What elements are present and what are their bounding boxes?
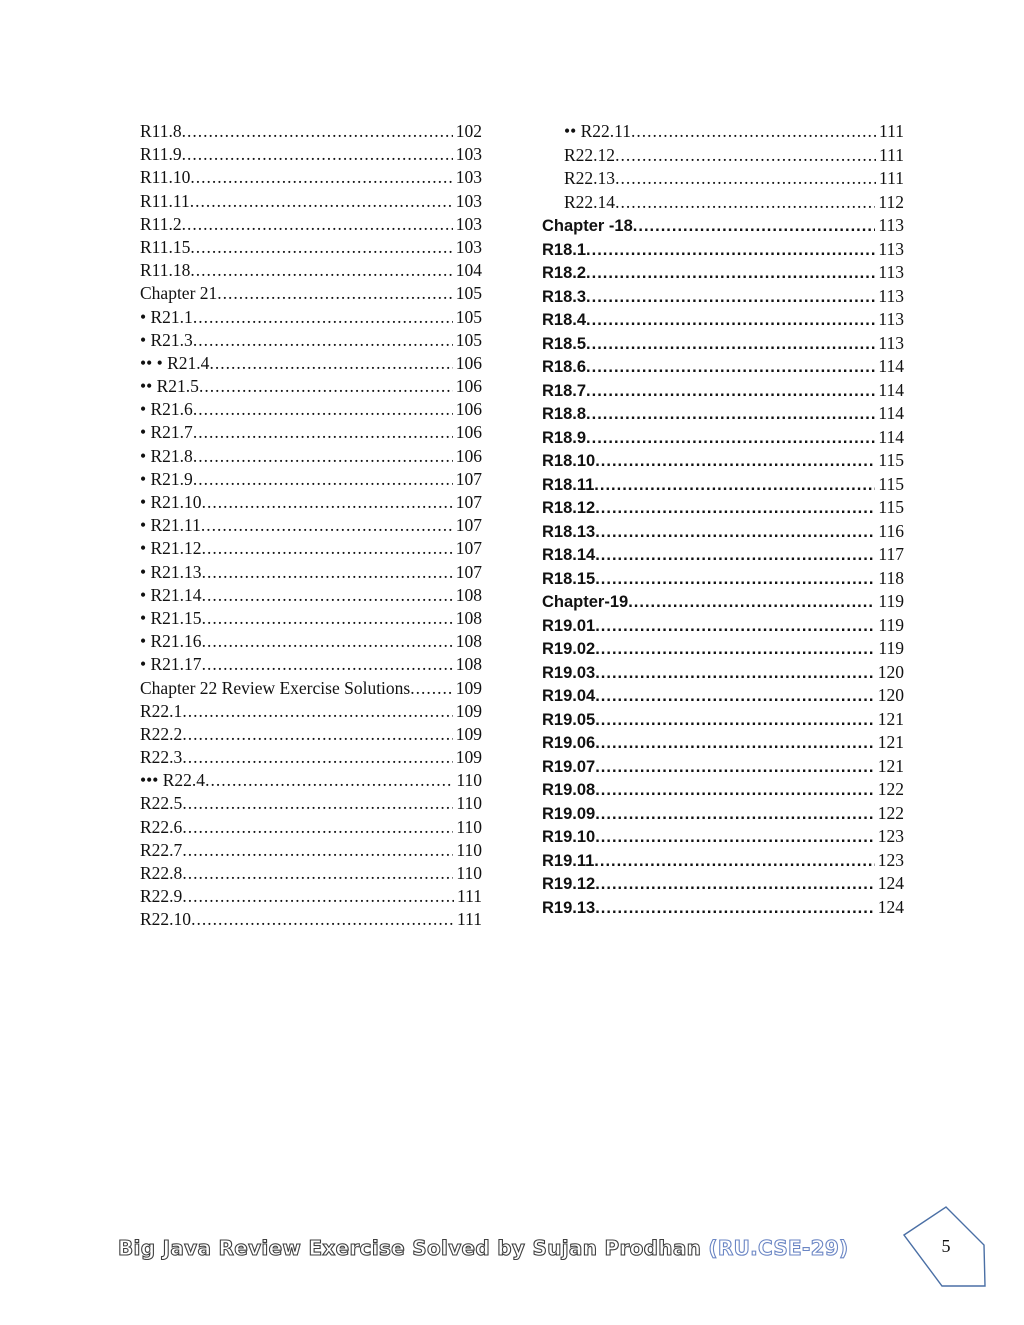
toc-entry-page: 111 [879, 144, 904, 165]
toc-dot-leader [595, 497, 875, 520]
toc-dot-leader [595, 662, 875, 685]
toc-entry-label: • R21.12 [140, 538, 202, 559]
toc-entry-page: 111 [879, 168, 904, 188]
toc-dot-leader [193, 468, 453, 491]
toc-entry-page: 108 [455, 584, 482, 605]
toc-dot-leader [190, 236, 452, 259]
toc-entry-label: R22.7 [140, 839, 183, 860]
toc-entry-page: 122 [877, 802, 904, 823]
toc-entry-label: ••• R22.4 [140, 770, 206, 791]
toc-dot-leader [193, 329, 453, 352]
toc-entry-page: 120 [877, 661, 904, 682]
toc-entry-label: •• R21.5 [140, 376, 199, 397]
toc-entry-r21-17[interactable] [140, 653, 482, 676]
toc-entry-label: • R21.6 [140, 399, 193, 420]
toc-entry-label: • R21.17 [140, 654, 202, 675]
toc-entry-r18-7[interactable] [542, 379, 904, 403]
toc-dot-leader [595, 873, 875, 896]
toc-entry-r21-1[interactable] [140, 306, 482, 329]
toc-entry-page: 109 [455, 747, 482, 768]
toc-entry-label: R18.4 [542, 311, 587, 329]
toc-entry-label: R22.5 [140, 793, 183, 814]
toc-entry-r18-15[interactable] [542, 567, 904, 591]
toc-dot-leader [182, 885, 454, 908]
toc-entry-page: 106 [455, 445, 482, 466]
toc-dot-leader [182, 792, 453, 815]
toc-dot-leader [182, 143, 453, 166]
toc-entry-label: • R21.13 [140, 561, 202, 582]
toc-dot-leader [595, 615, 875, 638]
toc-dot-leader [199, 375, 453, 398]
toc-entry-r22-9[interactable] [140, 885, 482, 908]
toc-entry-label: R18.2 [542, 264, 587, 282]
toc-dot-leader [191, 908, 454, 931]
toc-entry-page: 106 [455, 422, 482, 443]
toc-entry-page: 103 [455, 213, 482, 234]
toc-entry-page: 104 [455, 260, 482, 281]
toc-entry-label: • R21.3 [140, 329, 193, 350]
toc-dot-leader [586, 427, 875, 450]
toc-entry-page: 110 [456, 793, 482, 814]
toc-entry-label: •• R22.11 [564, 121, 632, 141]
toc-dot-leader [410, 677, 453, 700]
toc-entry-r22-2[interactable] [140, 723, 482, 746]
toc-entry-page: 123 [877, 849, 904, 870]
toc-entry-page: 109 [455, 700, 482, 721]
toc-entry-r11-11[interactable] [140, 190, 482, 213]
toc-entry-label: R18.10 [542, 452, 596, 470]
toc-entry-page: 107 [455, 492, 482, 512]
toc-entry-label: R11.15 [140, 236, 191, 257]
toc-entry-label: Chapter 22 Review Exercise Solutions [140, 677, 411, 698]
toc-entry-page: 110 [456, 839, 482, 860]
toc-dot-leader [217, 282, 452, 305]
toc-entry-label: R18.15 [542, 569, 596, 588]
toc-entry-label: R19.04 [542, 687, 596, 705]
toc-entry-r22-13[interactable] [542, 167, 904, 191]
toc-entry-label: • R21.8 [140, 445, 193, 466]
toc-dot-leader [586, 403, 875, 426]
toc-left-column [140, 120, 482, 932]
toc-dot-leader [595, 685, 875, 708]
toc-entry-label: R11.2 [140, 213, 182, 234]
toc-entry-page: 109 [455, 723, 482, 744]
toc-dot-leader [586, 356, 875, 379]
toc-entry-label: Chapter 21 [140, 283, 218, 304]
toc-entry-r19-06[interactable] [542, 731, 904, 755]
toc-dot-leader [595, 779, 875, 802]
toc-entry-page: 107 [455, 515, 482, 536]
toc-entry-label: R22.6 [140, 816, 183, 837]
toc-entry-r18-10[interactable] [542, 449, 904, 473]
toc-entry-r22-3[interactable] [140, 746, 482, 769]
toc-dot-leader [190, 259, 452, 282]
toc-dot-leader [182, 839, 453, 862]
toc-dot-leader [182, 700, 452, 723]
toc-dot-leader [205, 769, 453, 792]
toc-entry-page: 114 [878, 403, 904, 423]
toc-entry-label: R22.3 [140, 747, 183, 768]
toc-entry-r19-03[interactable] [542, 661, 904, 685]
toc-entry-r18-11[interactable] [542, 473, 904, 497]
toc-entry-page: 119 [878, 614, 904, 635]
toc-entry-label: R19.09 [542, 804, 596, 823]
toc-entry-r22-12[interactable] [542, 144, 904, 168]
toc-entry-r19-04[interactable] [542, 684, 904, 708]
toc-entry-label: • R21.16 [140, 631, 202, 652]
toc-entry-page: 110 [456, 770, 482, 791]
toc-dot-leader [182, 816, 453, 839]
toc-entry-page: 113 [878, 238, 904, 259]
toc-entry-label: Chapter-19 [542, 593, 629, 611]
toc-entry-r19-07[interactable] [542, 755, 904, 779]
toc-dot-leader [182, 723, 452, 746]
toc-entry-page: 108 [455, 631, 482, 652]
toc-entry-page: 105 [455, 306, 482, 327]
toc-entry-r22-5[interactable] [140, 792, 482, 815]
toc-entry-page: 115 [878, 497, 904, 517]
toc-entry-page: 121 [877, 732, 904, 752]
toc-entry-chapter-19[interactable] [542, 590, 904, 614]
toc-entry-label: • R21.10 [140, 492, 202, 512]
toc-entry-r21-10[interactable] [140, 491, 482, 514]
page-number: 5 [941, 1236, 951, 1256]
toc-dot-leader [182, 746, 452, 769]
toc-entry-label: R18.13 [542, 522, 596, 541]
toc-dot-leader [594, 474, 875, 497]
toc-entry-r18-5[interactable] [542, 332, 904, 356]
toc-entry-page: 103 [455, 190, 482, 211]
toc-entry-label: R11.9 [140, 144, 182, 165]
toc-dot-leader [595, 638, 875, 661]
toc-entry-label: R11.10 [140, 167, 191, 188]
toc-entry-label: • R21.1 [140, 306, 193, 327]
toc-entry-label: R18.11 [542, 475, 595, 494]
toc-dot-leader [595, 897, 875, 920]
toc-entry-r18-2[interactable] [542, 261, 904, 285]
toc-dot-leader [202, 607, 453, 630]
toc-entry-label: • R21.14 [140, 584, 202, 605]
toc-entry-r18-4[interactable] [542, 308, 904, 332]
toc-dot-leader [193, 421, 453, 444]
toc-entry-page: 106 [455, 399, 482, 420]
toc-entry-label: R18.12 [542, 499, 596, 517]
toc-entry-page: 111 [457, 909, 482, 930]
toc-entry-page: 119 [878, 638, 904, 658]
toc-entry-label: R19.10 [542, 828, 596, 846]
toc-entry-label: R19.12 [542, 875, 596, 893]
toc-entry-label: R19.07 [542, 757, 596, 776]
toc-entry-page: 124 [877, 896, 904, 917]
toc-entry-page: 108 [455, 654, 482, 675]
toc-entry-page: 111 [457, 886, 482, 907]
toc-entry-page: 122 [877, 779, 904, 799]
toc-entry-label: R22.14 [564, 191, 616, 212]
toc-dot-leader [193, 445, 453, 468]
toc-dot-leader [595, 521, 875, 544]
toc-entry-r21-9[interactable] [140, 468, 482, 491]
toc-dot-leader [615, 167, 876, 191]
toc-entry-r19-01[interactable] [542, 614, 904, 638]
toc-dot-leader [586, 380, 875, 403]
toc-entry-r21-15[interactable] [140, 607, 482, 630]
toc-dot-leader [202, 653, 453, 676]
toc-entry-label: R11.8 [140, 121, 182, 141]
toc-entry-r11-2[interactable] [140, 213, 482, 236]
toc-entry-page: 103 [455, 236, 482, 257]
toc-dot-leader [202, 561, 453, 584]
toc-dot-leader [594, 850, 874, 873]
toc-dot-leader [202, 491, 453, 514]
toc-entry-label: R19.05 [542, 710, 596, 729]
toc-entry-r11-9[interactable] [140, 143, 482, 166]
toc-dot-leader [615, 144, 876, 168]
toc-dot-leader [182, 862, 453, 885]
toc-entry-r18-8[interactable] [542, 402, 904, 426]
toc-dot-leader [615, 191, 875, 215]
toc-dot-leader [628, 591, 875, 614]
toc-entry-label: R19.01 [542, 616, 596, 635]
toc-entry-r21-6[interactable] [140, 398, 482, 421]
toc-dot-leader [201, 514, 453, 537]
toc-entry-page: 105 [455, 329, 482, 350]
toc-entry-r22-1[interactable] [140, 700, 482, 723]
toc-entry-r11-8[interactable] [140, 120, 482, 143]
toc-entry-r21-13[interactable] [140, 561, 482, 584]
toc-entry-page: 114 [878, 379, 904, 400]
toc-entry-page: 115 [878, 473, 904, 494]
toc-entry-page: 113 [878, 309, 904, 329]
toc-entry-label: R19.11 [542, 851, 595, 870]
toc-entry-r21-12[interactable] [140, 537, 482, 560]
toc-entry-page: 105 [455, 283, 482, 304]
toc-entry-page: 113 [878, 332, 904, 353]
toc-dot-leader [633, 215, 876, 238]
toc-entry-r11-15[interactable] [140, 236, 482, 259]
toc-entry-label: R18.5 [542, 334, 587, 353]
toc-entry-r19-13[interactable] [542, 896, 904, 920]
toc-dot-leader [586, 309, 875, 332]
toc-entry-r19-10[interactable] [542, 825, 904, 849]
toc-entry-page: 110 [456, 863, 482, 883]
toc-dot-leader [209, 352, 452, 375]
toc-entry-label: R22.9 [140, 886, 183, 907]
footer-title-text: Big Java Review Exercise Solved by Sujan Prodhan [118, 1236, 702, 1260]
toc-dot-leader [586, 333, 875, 356]
toc-entry-page: 115 [878, 450, 904, 470]
toc-entry-label: •• • R21.4 [140, 352, 210, 373]
toc-entry-r11-18[interactable] [140, 259, 482, 282]
toc-dot-leader [193, 398, 453, 421]
toc-entry-r18-1[interactable] [542, 238, 904, 262]
toc-entry-page: 118 [878, 567, 904, 588]
toc-entry-label: R18.9 [542, 428, 587, 447]
toc-entry-r11-10[interactable] [140, 166, 482, 189]
toc-entry-label: R18.1 [542, 240, 587, 259]
toc-entry-r18-13[interactable] [542, 520, 904, 544]
toc-entry-r19-02[interactable] [542, 637, 904, 661]
toc-entry-r18-9[interactable] [542, 426, 904, 450]
toc-entry-label: • R21.11 [140, 515, 201, 536]
toc-dot-leader [202, 537, 453, 560]
toc-entry-r22-14[interactable] [542, 191, 904, 215]
toc-dot-leader [193, 306, 453, 329]
toc-entry-label: • R21.9 [140, 468, 193, 489]
toc-entry-label: R18.7 [542, 381, 587, 400]
toc-dot-leader [631, 120, 876, 144]
toc-entry-label: R19.06 [542, 734, 596, 752]
toc-dot-leader [586, 286, 875, 309]
toc-entry-r22-4[interactable] [140, 769, 482, 792]
toc-entry-page: 117 [878, 544, 904, 564]
toc-entry-label: R22.13 [564, 168, 616, 188]
toc-entry-r21-4[interactable] [140, 352, 482, 375]
toc-entry-page: 107 [455, 468, 482, 489]
toc-entry-r21-8[interactable] [140, 445, 482, 468]
toc-entry-chapter-22-review-exercise-solutions[interactable] [140, 677, 482, 700]
toc-entry-chapter-21[interactable] [140, 282, 482, 305]
toc-entry-page: 106 [455, 376, 482, 397]
toc-entry-label: R19.08 [542, 781, 596, 799]
toc-entry-r22-11[interactable] [542, 120, 904, 144]
toc-entry-r19-05[interactable] [542, 708, 904, 732]
toc-dot-leader [190, 166, 452, 189]
toc-entry-label: R22.12 [564, 144, 616, 165]
toc-dot-leader [595, 803, 875, 826]
toc-dot-leader [595, 826, 875, 849]
toc-entry-label: • R21.15 [140, 607, 202, 628]
footer-credit: (RU.CSE-29) [708, 1236, 849, 1260]
toc-entry-page: 116 [878, 520, 904, 541]
toc-entry-page: 113 [878, 262, 904, 282]
toc-entry-r22-7[interactable] [140, 839, 482, 862]
toc-entry-label: R18.6 [542, 358, 587, 376]
toc-dot-leader [595, 568, 875, 591]
toc-dot-leader [586, 262, 875, 285]
toc-entry-page: 124 [877, 873, 904, 893]
toc-dot-leader [190, 190, 453, 213]
toc-entry-page: 114 [878, 356, 904, 376]
toc-entry-page: 110 [456, 816, 482, 837]
toc-entry-r21-5[interactable] [140, 375, 482, 398]
toc-entry-label: R18.3 [542, 287, 587, 306]
toc-entry-page: 109 [455, 677, 482, 698]
toc-entry-label: R22.10 [140, 909, 192, 930]
toc-entry-r22-8[interactable] [140, 862, 482, 885]
toc-entry-page: 107 [455, 561, 482, 582]
toc-entry-label: • R21.7 [140, 422, 193, 443]
toc-dot-leader [595, 450, 875, 473]
toc-entry-r21-7[interactable] [140, 421, 482, 444]
toc-entry-page: 112 [878, 191, 904, 212]
toc-dot-leader [182, 120, 453, 143]
toc-entry-page: 108 [455, 607, 482, 628]
toc-entry-page: 123 [877, 826, 904, 846]
toc-entry-page: 113 [878, 215, 904, 235]
toc-dot-leader [595, 709, 875, 732]
toc-entry-page: 121 [877, 755, 904, 776]
toc-entry-r19-08[interactable] [542, 778, 904, 802]
toc-entry-page: 102 [455, 121, 482, 141]
footer-title [118, 1236, 878, 1260]
toc-entry-label: R22.8 [140, 863, 183, 883]
toc-entry-r21-3[interactable] [140, 329, 482, 352]
toc-entry-page: 111 [879, 121, 904, 141]
toc-entry-r19-11[interactable] [542, 849, 904, 873]
toc-entry-r22-10[interactable] [140, 908, 482, 931]
toc-entry-page: 103 [455, 167, 482, 188]
toc-entry-r18-6[interactable] [542, 355, 904, 379]
toc-entry-page: 114 [878, 426, 904, 447]
toc-entry-chapter-18[interactable] [542, 214, 904, 238]
toc-dot-leader [595, 756, 875, 779]
toc-entry-label: R22.1 [140, 700, 183, 721]
toc-dot-leader [595, 544, 875, 567]
toc-right-column [542, 120, 904, 919]
toc-entry-label: R19.03 [542, 663, 596, 682]
toc-entry-page: 121 [877, 708, 904, 729]
toc-entry-label: R11.11 [140, 190, 190, 211]
toc-dot-leader [202, 584, 453, 607]
toc-entry-r22-6[interactable] [140, 816, 482, 839]
toc-entry-r19-09[interactable] [542, 802, 904, 826]
toc-dot-leader [182, 213, 453, 236]
toc-entry-page: 120 [877, 685, 904, 705]
toc-entry-label: R19.02 [542, 640, 596, 658]
toc-entry-r21-16[interactable] [140, 630, 482, 653]
toc-entry-page: 106 [455, 352, 482, 373]
toc-entry-label: R18.8 [542, 405, 587, 423]
toc-entry-r21-11[interactable] [140, 514, 482, 537]
toc-entry-page: 119 [878, 591, 904, 611]
toc-entry-r18-12[interactable] [542, 496, 904, 520]
toc-entry-r19-12[interactable] [542, 872, 904, 896]
toc-entry-label: R22.2 [140, 723, 183, 744]
toc-entry-label: Chapter -18 [542, 217, 633, 235]
toc-entry-label: R11.18 [140, 260, 191, 281]
toc-entry-r21-14[interactable] [140, 584, 482, 607]
toc-entry-page: 113 [878, 285, 904, 306]
toc-entry-r18-14[interactable] [542, 543, 904, 567]
toc-dot-leader [595, 732, 875, 755]
toc-entry-page: 107 [455, 538, 482, 559]
toc-dot-leader [586, 239, 875, 262]
toc-entry-label: R19.13 [542, 898, 596, 917]
toc-entry-label: R18.14 [542, 546, 596, 564]
toc-entry-r18-3[interactable] [542, 285, 904, 309]
toc-dot-leader [202, 630, 453, 653]
toc-entry-page: 103 [455, 144, 482, 165]
